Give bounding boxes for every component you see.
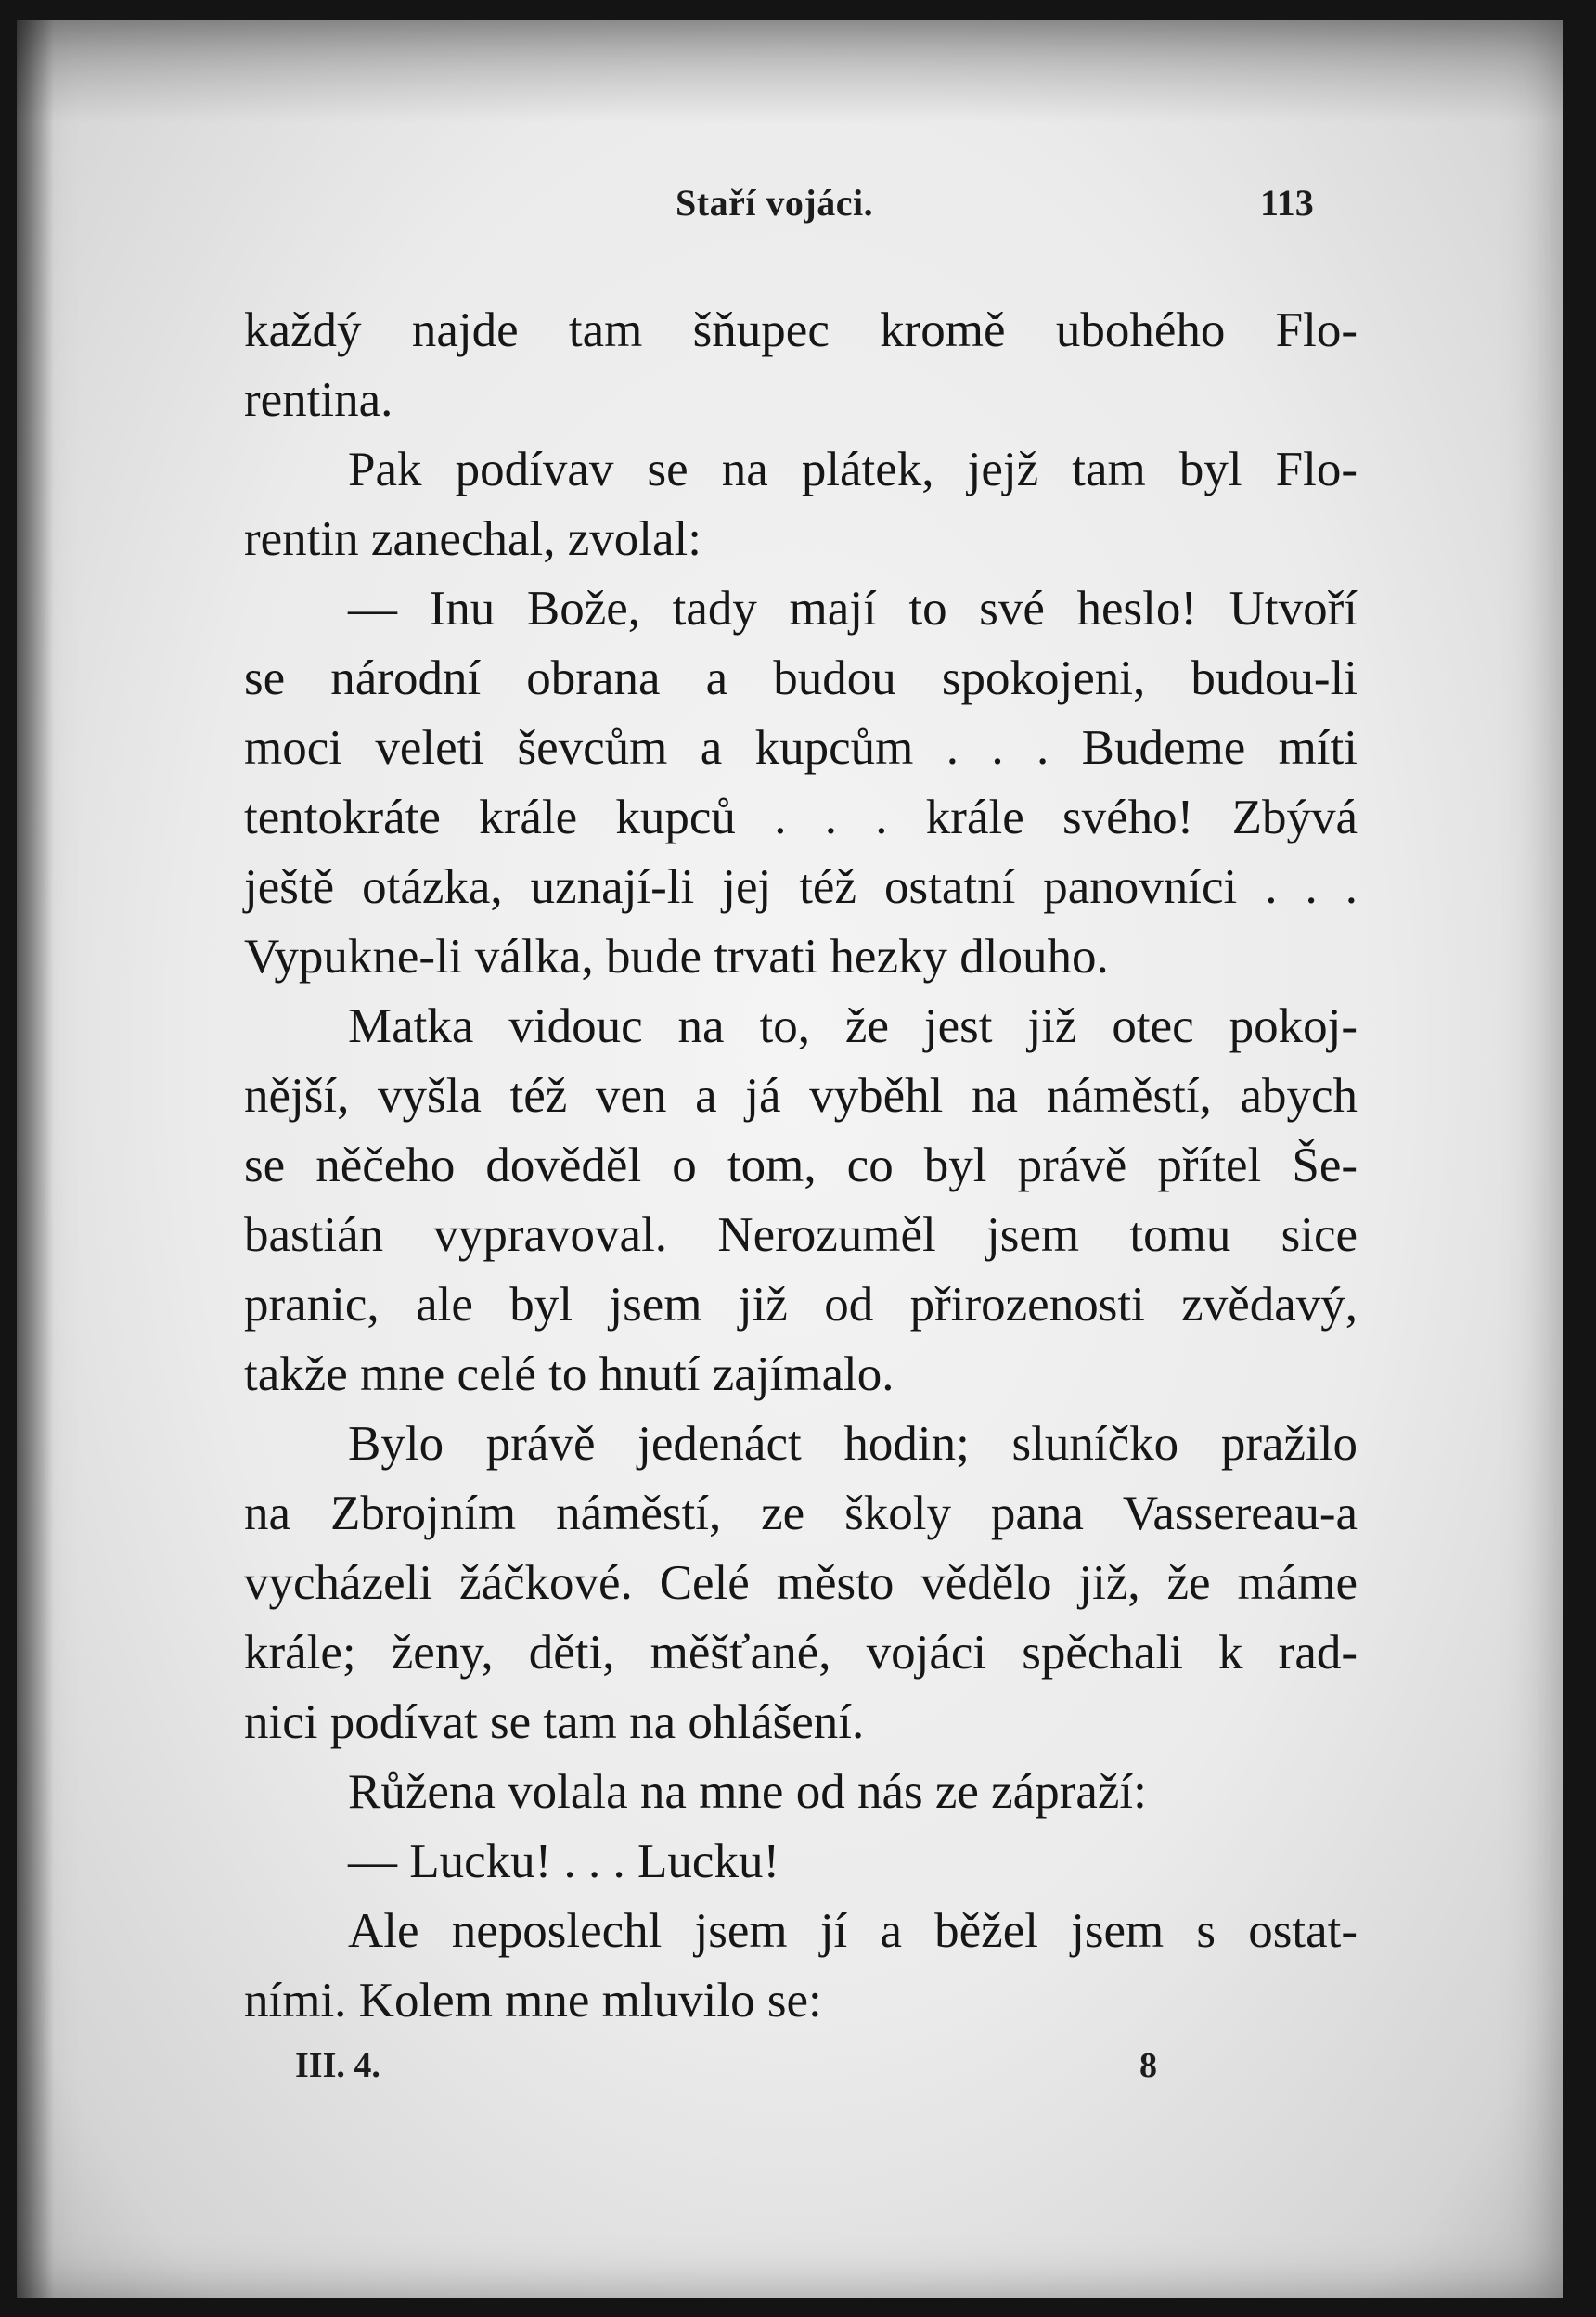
text-line: ještě otázka, uznají-li jej též ostatní panovníci . . . [244,860,1358,914]
text-line: pranic, ale byl jsem již od přirozenosti zvědavý, [244,1278,1358,1332]
paragraph-first-line: Bylo právě jedenáct hodin; sluníčko pražilo [348,1417,1358,1471]
page-number: 113 [1260,182,1314,224]
sheet-number: 8 [1139,2046,1157,2085]
paragraph-first-line: Ale neposlechl jsem jí a běžel jsem s ostat- [348,1904,1358,1958]
signature-mark: III. 4. [295,2046,380,2085]
page-footer [17,2045,1563,2101]
text-line: se něčeho dověděl o tom, co byl právě přítel Še- [244,1139,1358,1192]
text-line: tentokráte krále kupců . . . krále svého! Zbývá [244,791,1358,844]
text-line: se národní obrana a budou spokojeni, budou-li [244,651,1358,705]
book-page [17,20,1563,2298]
spine-shadow [17,20,54,2298]
dialogue-line: — Lucku! . . . Lucku! [348,1834,780,1888]
text-line: rentin zanechal, zvolal: [244,512,701,566]
paragraph-first-line: Pak podívav se na plátek, jejž tam byl Flo- [348,443,1358,496]
text-line: každý najde tam šňupec kromě ubohého Flo- [244,303,1358,357]
text-line: nější, vyšla též ven a já vyběhl na náměstí, abych [244,1069,1358,1123]
text-line: rentina. [244,373,393,427]
top-edge-shadow [17,20,1563,122]
text-line: bastián vypravoval. Nerozuměl jsem tomu sice [244,1208,1358,1262]
text-line: krále; ženy, děti, měšťané, vojáci spěchali k rad- [244,1626,1358,1680]
text-line: nici podívat se tam na ohlášení. [244,1695,865,1749]
text-line: vycházeli žáčkové. Celé město vědělo již, že máme [244,1556,1358,1610]
text-line: takže mne celé to hnutí zajímalo. [244,1347,895,1401]
text-line: na Zbrojním náměstí, ze školy pana Vassereau-a [244,1487,1358,1540]
paragraph-first-line: Růžena volala na mne od nás ze zápraží: [348,1765,1147,1819]
running-title: Staří vojáci. [676,182,874,224]
running-head [17,181,1563,237]
paragraph-first-line: Matka vidouc na to, že jest již otec pokoj- [348,999,1358,1053]
text-line: moci veleti ševcům a kupcům . . . Budeme míti [244,721,1358,775]
text-line: Vypukne-li válka, bude trvati hezky dlouho. [244,930,1109,984]
body-text [244,296,1358,2036]
dialogue-line: — Inu Bože, tady mají to své heslo! Utvoří [348,582,1358,636]
text-line: ními. Kolem mne mluvilo se: [244,1974,822,2027]
